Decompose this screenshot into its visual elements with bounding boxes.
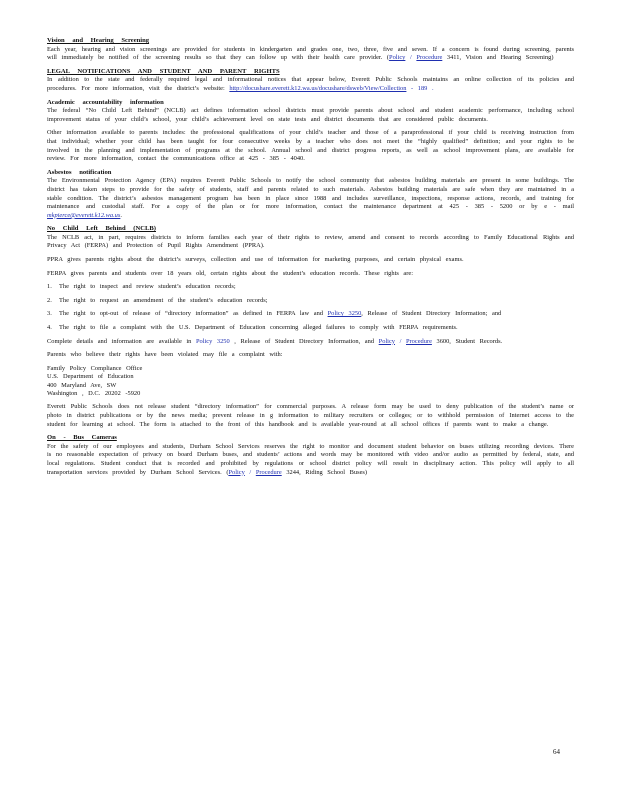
page-content xyxy=(47,37,574,482)
bus-camera-section xyxy=(47,434,574,477)
nclb-paragraph-2: PPRA gives parents rights about the district’s surveys, collection and use of information for marketing purposes, and certain physical exams. xyxy=(47,256,464,264)
bus-camera-heading: On - Bus Cameras xyxy=(47,434,117,442)
nclb-heading: No Child Left Behind (NCLB) xyxy=(47,225,156,233)
policy-3250-link[interactable]: Policy 3250 xyxy=(327,310,362,318)
list-item: 4. The right to file a complaint with the U.S. Department of Education concerning alleged failures to comply with FERPA requirements. xyxy=(47,324,458,332)
academic-section xyxy=(47,99,574,164)
records-policy-link[interactable]: Policy xyxy=(378,337,395,345)
asbestos-text: The Environmental Protection Agency (EPA) requires Everett Public Schools to notify the school community that asbestos building materials are present in some buildings. The district has taken steps to provide for the safety of students, staff and parents related to such materials. Asbestos building materials are safe when they are maintained in a stable condition. The district’s asbestos management program has been in place since 1988 and includes surveillance, inspections, response actions, records, and training for maintenance and custodial staff. For a copy of the plan or for more information, contact the maintenance department at 425 - 385 - 5200 or by e - mail mkpierce@everett.k12.wa.us. xyxy=(47,177,574,219)
legal-text: In addition to the state and federally required legal and informational notices that appear below, Everett Public Schools maintains an online collection of its policies and procedures. For more information, visit the district’s website: http://docushare.everett.k12.wa.us/docushare/dsweb/View/Collection - 189 . xyxy=(47,76,574,92)
vision-section xyxy=(47,37,574,63)
list-item: 2. The right to request an amendment of the student’s education records; xyxy=(47,296,268,304)
address-line: U.S. Department of Education xyxy=(47,373,134,381)
asbestos-section xyxy=(47,169,574,221)
page-number: 64 xyxy=(553,748,560,756)
asbestos-heading: Asbestos notification xyxy=(47,168,112,176)
nclb-section xyxy=(47,225,574,429)
bus-policy-link[interactable]: Policy xyxy=(228,468,245,476)
list-item: 1. The right to inspect and review student’s education records; xyxy=(47,283,236,291)
complete-details-text: Complete details and information are available in Policy 3250 , Release of Student Directory Information, and Policy / Procedure 3600, Student Records. xyxy=(47,337,503,345)
vision-text: Each year, hearing and vision screenings are provided for students in kindergarten and grades one, two, three, five and seven. If a concern is found during screening, parents will immediately be notified of the screening results so that they can follow up with their health care provider. (Policy / Procedure 3411, Vision and Hearing Screening) xyxy=(47,45,574,62)
bus-camera-text: For the safety of our employees and students, Durham School Services reserves the right to monitor and document student behavior on buses utilizing recording devices. There is no reasonable expectation of privacy on board Durham buses, and students’ actions and words may be monitored with video and/or audio as permitted by federal, state, and local regulations. Student conduct that is recorded and prohibited by regulations or school district policy will result in disciplinary action. This policy will apply to all transportation services provided by Durham School Services. (Policy / Procedure 3244, Riding School Buses) xyxy=(47,442,574,476)
address-line: Washington , D.C. 20202 -5920 xyxy=(47,390,141,398)
academic-paragraph-1: The federal “No Child Left Behind” (NCLB) act defines information school districts must provide parents about school and student academic performance, including school improvement status of your child’s school, your child’s achievement level on state tests and district documents that are considered public documents. xyxy=(47,107,574,123)
vision-policy-link[interactable]: Policy xyxy=(389,54,406,62)
legal-heading: LEGAL NOTIFICATIONS AND STUDENT AND PARENT RIGHTS xyxy=(47,67,280,75)
list-item: 3. The right to opt-out of release of “directory information” as defined in FERPA law and Policy 3250, Release of Student Directory Information; and xyxy=(47,310,502,318)
vision-procedure-link[interactable]: Procedure xyxy=(416,54,443,62)
vision-heading: Vision and Hearing Screening xyxy=(47,37,150,44)
legal-section xyxy=(47,68,574,94)
directory-release-text: Everett Public Schools does not release student “directory information” for commercial purposes. A release form may be used to deny publication of the student’s name or photo in district publications or by the news media; prevent release in g information to military recruiters or colleges; or to withhold permission of Internet access to the student for learning at school. The form is attached to the front of this handbook and is available year-round at all school offices if parents want to make a change. xyxy=(47,403,574,428)
maintenance-email-link[interactable]: mkpierce@everett.k12.wa.us xyxy=(47,211,121,219)
address-line: 400 Maryland Ave, SW xyxy=(47,381,117,389)
nclb-paragraph-3: FERPA gives parents and students over 18 years old, certain rights about the student’s education records. These rights are: xyxy=(47,269,414,277)
complaint-text: Parents who believe their rights have been violated may file a complaint with: xyxy=(47,351,283,359)
bus-procedure-link[interactable]: Procedure xyxy=(255,468,282,476)
complaint-address xyxy=(47,365,574,399)
policy-3250-details-link[interactable]: Policy 3250 xyxy=(195,337,230,345)
academic-heading: Academic accountability information xyxy=(47,98,164,106)
collection-url-link[interactable]: http://docushare.everett.k12.wa.us/docushare/dsweb/View/Collection xyxy=(229,84,407,92)
academic-paragraph-2: Other information available to parents includes: the professional qualifications of your child’s teacher and those of a paraprofessional if your child is receiving instruction from that individual; whether your child has been taught for four consecutive weeks by a teacher who does not meet the “highly qualified” definition; and your rights to be involved in the planning and implementation of programs at the school. Annual school and district progress reports, as well as school improvement plans, are available for review. For more information, contact the communications office at 425 - 385 - 4040. xyxy=(47,129,574,163)
records-procedure-link[interactable]: Procedure xyxy=(406,337,432,345)
nclb-paragraph-1: The NCLB act, in part, requires districts to inform families each year of their rights to review, amend and consent to records according to Family Educational Rights and Privacy Act (FERPA) and Protection of Pupil Rights Amendment (PPRA). xyxy=(47,233,574,250)
ferpa-rights-list xyxy=(47,283,574,332)
address-line: Family Policy Compliance Office xyxy=(47,364,143,372)
